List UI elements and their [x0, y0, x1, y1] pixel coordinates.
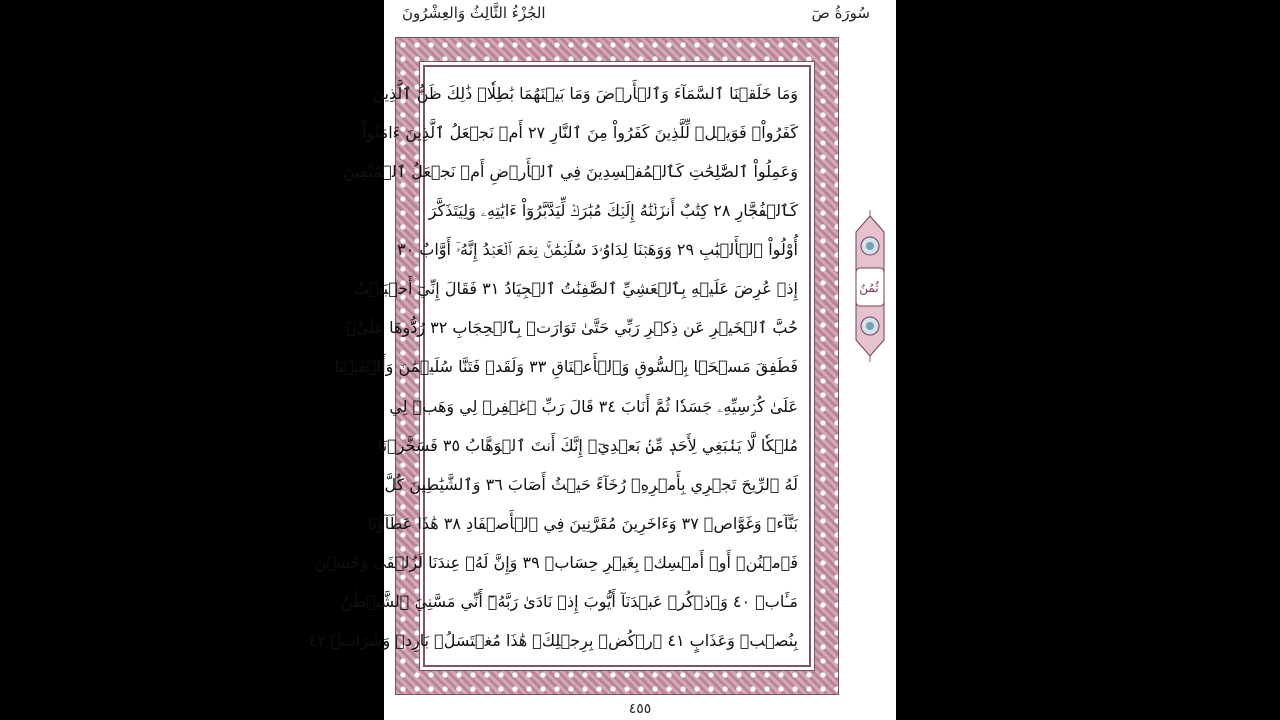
- verse-line: فَٱمۡنُنۡ أَوۡ أَمۡسِكۡ بِغَيۡرِ حِسَابٖ ٣٩ وَإِنَّ لَهُۥ عِندَنَا لَزُلۡفَىٰ وَحُسۡنَ: [314, 552, 798, 572]
- verse-line: كَٱلۡفُجَّارِ ٢٨ كِتَٰبٌ أَنزَلۡنَٰهُ إِلَيۡكَ مُبَٰرَكٞ لِّيَدَّبَّرُوٓاْ ءَايَٰتِهِۦ وَلِيَتَذَكَّرَ: [428, 201, 798, 221]
- verse-line: عَلَىٰ كُرۡسِيِّهِۦ جَسَدٗا ثُمَّ أَنَابَ ٣٤ قَالَ رَبِّ ٱغۡفِرۡ لِي وَهَبۡ لِي: [389, 396, 798, 416]
- ornamental-border: [308, 37, 839, 695]
- verse-line: فَطَفِقَ مَسۡحَۢا بِٱلسُّوقِ وَٱلۡأَعۡنَاقِ ٣٣ وَلَقَدۡ فَتَنَّا سُلَيۡمَٰنَ وَأَلۡقَيۡنَا: [334, 357, 798, 377]
- verse-line: لَهُ ٱلرِّيحَ تَجۡرِي بِأَمۡرِهِۦ رُخَآءً حَيۡثُ أَصَابَ ٣٦ وَٱلشَّيَٰطِينَ كُلَّ: [384, 474, 798, 494]
- mushaf-page: [308, 0, 896, 720]
- hizb-marker-label: ثُمُنٌ: [859, 281, 879, 295]
- verse-line: وَعَمِلُواْ ٱلصَّٰلِحَٰتِ كَٱلۡمُفۡسِدِينَ فِي ٱلۡأَرۡضِ أَمۡ نَجۡعَلُ ٱلۡمُتَّقِينَ: [343, 162, 798, 182]
- surah-name-header: سُورَةُ صٓ: [811, 4, 870, 22]
- verse-line: وَمَا خَلَقۡنَا ٱلسَّمَآءَ وَٱلۡأَرۡضَ وَمَا بَيۡنَهُمَا بَٰطِلٗاۚ ذَٰلِكَ ظَنُّ ٱلَّذِينَ: [372, 84, 798, 103]
- verse-line: كَفَرُواْۚ فَوَيۡلٞ لِّلَّذِينَ كَفَرُواْ مِنَ ٱلنَّارِ ٢٧ أَمۡ نَجۡعَلُ ٱلَّذِينَ ءَامَنُواْ: [362, 123, 798, 143]
- text-frame: [308, 65, 811, 667]
- verse-text-area: [308, 80, 798, 655]
- page-number: ٤٥٥: [628, 701, 652, 717]
- verse-line: مَـَٔابٖ ٤٠ وَٱذۡكُرۡ عَبۡدَنَآ أَيُّوبَ إِذۡ نَادَىٰ رَبَّهُۥٓ أَنِّي مَسَّنِيَ ٱلشَّيۡطَٰنُ: [340, 591, 798, 611]
- verse-line: حُبَّ ٱلۡخَيۡرِ عَن ذِكۡرِ رَبِّي حَتَّىٰ تَوَارَتۡ بِٱلۡحِجَابِ ٣٢ رُدُّوهَا عَلَيَّۖ: [346, 318, 798, 338]
- verse-line: بِنُصۡبٖ وَعَذَابٍ ٤١ ٱرۡكُضۡ بِرِجۡلِكَۖ هَٰذَا مُغۡتَسَلُۢ بَارِدٞ وَشَرَابٞ ٤٢: [308, 630, 798, 650]
- verse-line: بَنَّآءٖ وَغَوَّاصٖ ٣٧ وَءَاخَرِينَ مُقَرَّنِينَ فِي ٱلۡأَصۡفَادِ ٣٨ هَٰذَا عَطَآؤُنَا: [367, 513, 798, 533]
- hizb-marker: [852, 210, 888, 362]
- verse-line: إِذۡ عُرِضَ عَلَيۡهِ بِٱلۡعَشِيِّ ٱلصَّٰفِنَٰتُ ٱلۡجِيَادُ ٣١ فَقَالَ إِنِّيٓ أَحۡبَبۡتُ: [353, 279, 798, 299]
- verse-line: مُلۡكٗا لَّا يَنۢبَغِي لِأَحَدٖ مِّنۢ بَعۡدِيٓۖ إِنَّكَ أَنتَ ٱلۡوَهَّابُ ٣٥ فَسَخَّرۡنَا: [377, 435, 798, 455]
- verse-line: أُوْلُواْ ٱلۡأَلۡبَٰبِ ٢٩ وَوَهَبۡنَا لِدَاوُۥدَ سُلَيۡمَٰنَۚ نِعۡمَ ٱلۡعَبۡدُ إِنَّهُۥٓ أَوَّابٌ ٣٠: [397, 240, 798, 260]
- juz-name-header: الجُزْءُ الثَّالِثُ وَالعِشْرُونَ: [402, 4, 546, 22]
